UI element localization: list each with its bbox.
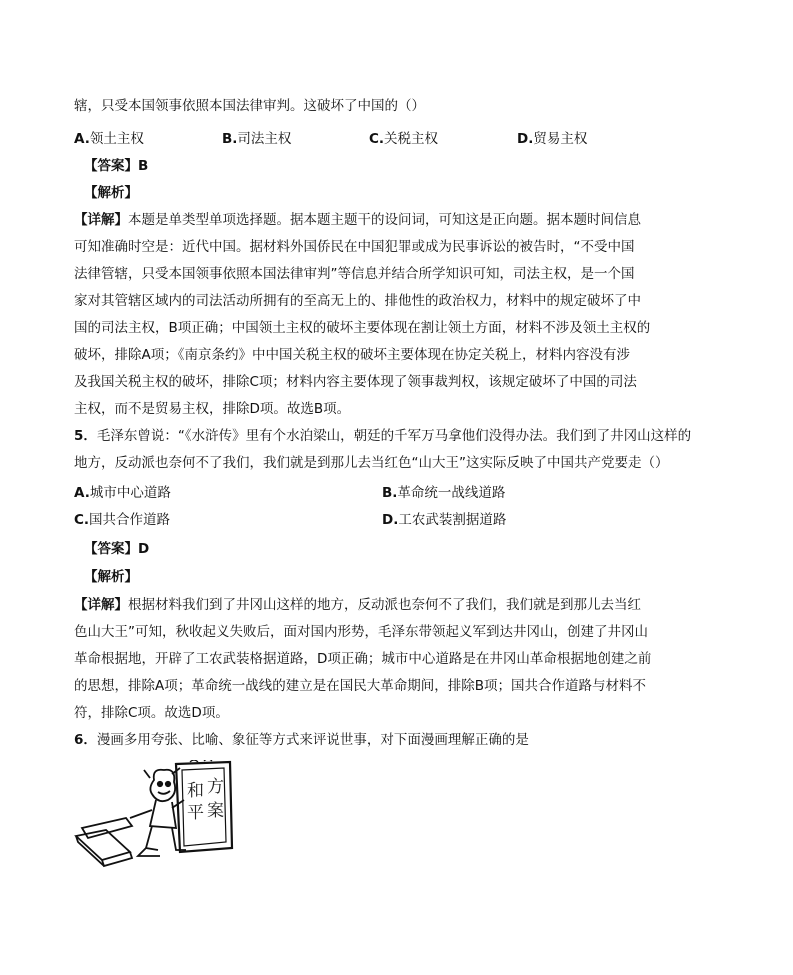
q5-stem: 5．毛泽东曾说：“《水浒传》里有个水泊梁山，朝廷的千军万马拿他们没得办法。我们到了井冈山这样的 (74, 428, 692, 444)
q4-detail-line: 【详解】本题是单类型单项选择题。据本题主题干的设问词，可知这是正向题。据本题时间信息 (74, 212, 641, 228)
q4-analysis-label: 【解析】 (84, 185, 138, 201)
q4-option-b[interactable]: B.司法主权 (222, 131, 292, 147)
q5-detail-line: 色山大王”可知，秋收起义失败后，面对国内形势，毛泽东带领起义军到达井冈山，创建了井冈山 (74, 624, 648, 640)
sign-char: 案 (207, 801, 224, 821)
q4-detail-line: 法律管辖，只受本国领事依照本国法律审判”等信息并结合所学知识可知，司法主权，是一个国 (74, 266, 635, 282)
q4-option-d[interactable]: D.贸易主权 (517, 131, 588, 147)
q5-detail-line: 符，排除C项。故选D项。 (74, 705, 229, 721)
q5-option-c[interactable]: C.国共合作道路 (74, 512, 171, 528)
q5-analysis-label: 【解析】 (84, 569, 138, 585)
cartoon-tool (76, 818, 132, 866)
q5-stem-line: 地方，反动派也奈何不了我们，我们就是到那儿去当红色“山大王”这实际反映了中国共产党要走（） (74, 455, 669, 471)
q4-detail-line: 可知准确时空是：近代中国。据材料外国侨民在中国犯罪或成为民事诉讼的被告时，“不受中国 (74, 239, 635, 255)
q5-option-b[interactable]: B.革命统一战线道路 (382, 485, 506, 501)
q4-detail-line: 国的司法主权，B项正确；中国领土主权的破坏主要体现在割让领土方面，材料不涉及领土主权的 (74, 320, 651, 336)
q5-detail-line: 革命根据地，开辟了工农武装格据道路，D项正确；城市中心道路是在井冈山革命根据地创建之前 (74, 651, 652, 667)
q4-detail-line: 主权，而不是贸易主权，排除D项。故选B项。 (74, 401, 351, 417)
q5-detail-line: 的思想，排除A项；革命统一战线的建立是在国民大革命期间，排除B项；国共合作道路与材料不 (74, 678, 646, 694)
q4-option-a[interactable]: A.领土主权 (74, 131, 144, 147)
q4-detail-line: 破坏，排除A项；《南京条约》中中国关税主权的破坏主要体现在协定关税上，材料内容没有涉 (74, 347, 630, 363)
q4-answer: 【答案】B (84, 158, 149, 174)
cartoon-illustration (72, 760, 242, 870)
q4-detail-line: 及我国关税主权的破坏，排除C项；材料内容主要体现了领事裁判权，该规定破坏了中国的司法 (74, 374, 637, 390)
q4-stem-tail: 辖，只受本国领事依照本国法律审判。这破坏了中国的（） (74, 98, 425, 114)
q5-option-d[interactable]: D.工农武装割据道路 (382, 512, 507, 528)
q6-stem: 6．漫画多用夸张、比喻、象征等方式来评说世事，对下面漫画理解正确的是 (74, 732, 529, 748)
q4-option-c[interactable]: C.关税主权 (369, 131, 439, 147)
q4-detail-line: 家对其管辖区域内的司法活动所拥有的至高无上的、排他性的政治权力，材料中的规定破坏了中 (74, 293, 641, 309)
sign-char: 和 (187, 781, 204, 801)
sign-char: 平 (187, 803, 204, 823)
q5-detail-line: 【详解】根据材料我们到了井冈山这样的地方，反动派也奈何不了我们，我们就是到那儿去当红 (74, 597, 641, 613)
q5-answer: 【答案】D (84, 541, 150, 557)
q5-option-a[interactable]: A.城市中心道路 (74, 485, 171, 501)
sign-char: 方 (207, 777, 224, 797)
